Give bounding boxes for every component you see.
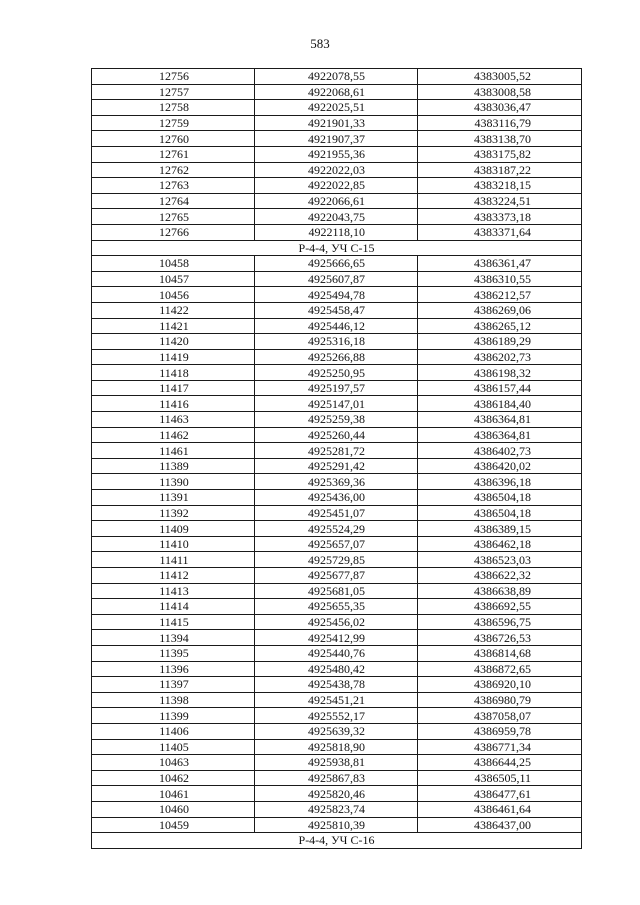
table-row bbox=[92, 817, 582, 833]
x-coordinate-cell: 4925456,02 bbox=[255, 614, 418, 630]
table-row bbox=[92, 661, 582, 677]
x-coordinate-cell: 4922025,51 bbox=[255, 100, 418, 116]
point-number-cell: 11396 bbox=[92, 661, 255, 677]
table-row bbox=[92, 474, 582, 490]
point-number-cell: 10456 bbox=[92, 287, 255, 303]
table-row bbox=[92, 193, 582, 209]
x-coordinate-cell: 4925867,83 bbox=[255, 770, 418, 786]
point-number-cell: 11411 bbox=[92, 552, 255, 568]
table-row bbox=[92, 224, 582, 240]
x-coordinate-cell: 4925147,01 bbox=[255, 396, 418, 412]
table-row bbox=[92, 287, 582, 303]
point-number-cell: 12764 bbox=[92, 193, 255, 209]
point-number-cell: 10457 bbox=[92, 271, 255, 287]
point-number-cell: 11398 bbox=[92, 692, 255, 708]
x-coordinate-cell: 4925677,87 bbox=[255, 568, 418, 584]
point-number-cell: 11395 bbox=[92, 645, 255, 661]
x-coordinate-cell: 4925291,42 bbox=[255, 458, 418, 474]
table-row bbox=[92, 146, 582, 162]
y-coordinate-cell: 4383005,52 bbox=[418, 69, 582, 85]
y-coordinate-cell: 4386402,73 bbox=[418, 443, 582, 459]
point-number-cell: 11420 bbox=[92, 334, 255, 350]
y-coordinate-cell: 4386189,29 bbox=[418, 334, 582, 350]
x-coordinate-cell: 4925607,87 bbox=[255, 271, 418, 287]
point-number-cell: 11399 bbox=[92, 708, 255, 724]
y-coordinate-cell: 4383224,51 bbox=[418, 193, 582, 209]
x-coordinate-cell: 4925657,07 bbox=[255, 536, 418, 552]
x-coordinate-cell: 4925458,47 bbox=[255, 302, 418, 318]
table-row bbox=[92, 115, 582, 131]
x-coordinate-cell: 4925451,21 bbox=[255, 692, 418, 708]
x-coordinate-cell: 4925681,05 bbox=[255, 583, 418, 599]
point-number-cell: 11392 bbox=[92, 505, 255, 521]
point-number-cell: 11417 bbox=[92, 380, 255, 396]
point-number-cell: 11461 bbox=[92, 443, 255, 459]
table-row bbox=[92, 365, 582, 381]
point-number-cell: 11421 bbox=[92, 318, 255, 334]
y-coordinate-cell: 4383138,70 bbox=[418, 131, 582, 147]
table-row bbox=[92, 692, 582, 708]
x-coordinate-cell: 4925666,65 bbox=[255, 256, 418, 272]
point-number-cell: 11418 bbox=[92, 365, 255, 381]
y-coordinate-cell: 4386184,40 bbox=[418, 396, 582, 412]
point-number-cell: 12762 bbox=[92, 162, 255, 178]
point-number-cell: 11414 bbox=[92, 599, 255, 615]
x-coordinate-cell: 4925197,57 bbox=[255, 380, 418, 396]
x-coordinate-cell: 4925316,18 bbox=[255, 334, 418, 350]
table-row bbox=[92, 677, 582, 693]
x-coordinate-cell: 4925440,76 bbox=[255, 645, 418, 661]
y-coordinate-cell: 4386771,34 bbox=[418, 739, 582, 755]
point-number-cell: 11413 bbox=[92, 583, 255, 599]
x-coordinate-cell: 4925639,32 bbox=[255, 723, 418, 739]
table-row bbox=[92, 505, 582, 521]
point-number-cell: 10458 bbox=[92, 256, 255, 272]
point-number-cell: 12760 bbox=[92, 131, 255, 147]
point-number-cell: 12757 bbox=[92, 84, 255, 100]
point-number-cell: 11463 bbox=[92, 412, 255, 428]
point-number-cell: 11397 bbox=[92, 677, 255, 693]
point-number-cell: 11419 bbox=[92, 349, 255, 365]
point-number-cell: 11415 bbox=[92, 614, 255, 630]
point-number-cell: 11394 bbox=[92, 630, 255, 646]
point-number-cell: 12759 bbox=[92, 115, 255, 131]
table-row bbox=[92, 84, 582, 100]
table-row bbox=[92, 443, 582, 459]
y-coordinate-cell: 4386523,03 bbox=[418, 552, 582, 568]
y-coordinate-cell: 4383175,82 bbox=[418, 146, 582, 162]
table-row bbox=[92, 645, 582, 661]
table-row bbox=[92, 334, 582, 350]
x-coordinate-cell: 4922078,55 bbox=[255, 69, 418, 85]
x-coordinate-cell: 4925281,72 bbox=[255, 443, 418, 459]
page-number: 583 bbox=[310, 36, 330, 51]
point-number-cell: 12766 bbox=[92, 224, 255, 240]
y-coordinate-cell: 4386310,55 bbox=[418, 271, 582, 287]
table-row bbox=[92, 490, 582, 506]
y-coordinate-cell: 4386461,64 bbox=[418, 801, 582, 817]
point-number-cell: 11422 bbox=[92, 302, 255, 318]
y-coordinate-cell: 4383036,47 bbox=[418, 100, 582, 116]
table-row bbox=[92, 178, 582, 194]
y-coordinate-cell: 4386477,61 bbox=[418, 786, 582, 802]
point-number-cell: 10462 bbox=[92, 770, 255, 786]
section-header: Р-4-4, УЧ С-16 bbox=[92, 833, 582, 849]
table-row bbox=[92, 380, 582, 396]
y-coordinate-cell: 4386596,75 bbox=[418, 614, 582, 630]
table-row bbox=[92, 521, 582, 537]
coordinates-table bbox=[91, 68, 582, 849]
y-coordinate-cell: 4386872,65 bbox=[418, 661, 582, 677]
y-coordinate-cell: 4383116,79 bbox=[418, 115, 582, 131]
point-number-cell: 12756 bbox=[92, 69, 255, 85]
table-row bbox=[92, 583, 582, 599]
point-number-cell: 11390 bbox=[92, 474, 255, 490]
y-coordinate-cell: 4386622,32 bbox=[418, 568, 582, 584]
point-number-cell: 11389 bbox=[92, 458, 255, 474]
x-coordinate-cell: 4925655,35 bbox=[255, 599, 418, 615]
y-coordinate-cell: 4386814,68 bbox=[418, 645, 582, 661]
y-coordinate-cell: 4386726,53 bbox=[418, 630, 582, 646]
table-row bbox=[92, 614, 582, 630]
table-row bbox=[92, 568, 582, 584]
point-number-cell: 12758 bbox=[92, 100, 255, 116]
table-row bbox=[92, 723, 582, 739]
y-coordinate-cell: 4386920,10 bbox=[418, 677, 582, 693]
x-coordinate-cell: 4925438,78 bbox=[255, 677, 418, 693]
x-coordinate-cell: 4925552,17 bbox=[255, 708, 418, 724]
y-coordinate-cell: 4386505,11 bbox=[418, 770, 582, 786]
table-row bbox=[92, 131, 582, 147]
x-coordinate-cell: 4925810,39 bbox=[255, 817, 418, 833]
y-coordinate-cell: 4386644,25 bbox=[418, 755, 582, 771]
table-row bbox=[92, 801, 582, 817]
table-row bbox=[92, 69, 582, 85]
x-coordinate-cell: 4925729,85 bbox=[255, 552, 418, 568]
x-coordinate-cell: 4925823,74 bbox=[255, 801, 418, 817]
y-coordinate-cell: 4386364,81 bbox=[418, 427, 582, 443]
x-coordinate-cell: 4925446,12 bbox=[255, 318, 418, 334]
point-number-cell: 10460 bbox=[92, 801, 255, 817]
x-coordinate-cell: 4925266,88 bbox=[255, 349, 418, 365]
y-coordinate-cell: 4386265,12 bbox=[418, 318, 582, 334]
y-coordinate-cell: 4386361,47 bbox=[418, 256, 582, 272]
x-coordinate-cell: 4925938,81 bbox=[255, 755, 418, 771]
point-number-cell: 11410 bbox=[92, 536, 255, 552]
x-coordinate-cell: 4925494,78 bbox=[255, 287, 418, 303]
x-coordinate-cell: 4925818,90 bbox=[255, 739, 418, 755]
table-row bbox=[92, 271, 582, 287]
point-number-cell: 11405 bbox=[92, 739, 255, 755]
y-coordinate-cell: 4386504,18 bbox=[418, 505, 582, 521]
y-coordinate-cell: 4386364,81 bbox=[418, 412, 582, 428]
x-coordinate-cell: 4925250,95 bbox=[255, 365, 418, 381]
x-coordinate-cell: 4925480,42 bbox=[255, 661, 418, 677]
table-row bbox=[92, 396, 582, 412]
y-coordinate-cell: 4386212,57 bbox=[418, 287, 582, 303]
x-coordinate-cell: 4922022,85 bbox=[255, 178, 418, 194]
table-row bbox=[92, 552, 582, 568]
table-row bbox=[92, 256, 582, 272]
x-coordinate-cell: 4922068,61 bbox=[255, 84, 418, 100]
y-coordinate-cell: 4383187,22 bbox=[418, 162, 582, 178]
y-coordinate-cell: 4383008,58 bbox=[418, 84, 582, 100]
x-coordinate-cell: 4925260,44 bbox=[255, 427, 418, 443]
point-number-cell: 11406 bbox=[92, 723, 255, 739]
table-row bbox=[92, 755, 582, 771]
x-coordinate-cell: 4925436,00 bbox=[255, 490, 418, 506]
point-number-cell: 11416 bbox=[92, 396, 255, 412]
x-coordinate-cell: 4922022,03 bbox=[255, 162, 418, 178]
table-row bbox=[92, 427, 582, 443]
y-coordinate-cell: 4386198,32 bbox=[418, 365, 582, 381]
x-coordinate-cell: 4921901,33 bbox=[255, 115, 418, 131]
y-coordinate-cell: 4386202,73 bbox=[418, 349, 582, 365]
section-header-row bbox=[92, 833, 582, 849]
table-row bbox=[92, 209, 582, 225]
y-coordinate-cell: 4386420,02 bbox=[418, 458, 582, 474]
x-coordinate-cell: 4922066,61 bbox=[255, 193, 418, 209]
point-number-cell: 12761 bbox=[92, 146, 255, 162]
point-number-cell: 10463 bbox=[92, 755, 255, 771]
y-coordinate-cell: 4383373,18 bbox=[418, 209, 582, 225]
y-coordinate-cell: 4386389,15 bbox=[418, 521, 582, 537]
x-coordinate-cell: 4925412,99 bbox=[255, 630, 418, 646]
table-row bbox=[92, 302, 582, 318]
point-number-cell: 11412 bbox=[92, 568, 255, 584]
y-coordinate-cell: 4386437,00 bbox=[418, 817, 582, 833]
y-coordinate-cell: 4386504,18 bbox=[418, 490, 582, 506]
table-row bbox=[92, 349, 582, 365]
y-coordinate-cell: 4383218,15 bbox=[418, 178, 582, 194]
point-number-cell: 11391 bbox=[92, 490, 255, 506]
x-coordinate-cell: 4921955,36 bbox=[255, 146, 418, 162]
x-coordinate-cell: 4922043,75 bbox=[255, 209, 418, 225]
table-row bbox=[92, 786, 582, 802]
y-coordinate-cell: 4386462,18 bbox=[418, 536, 582, 552]
x-coordinate-cell: 4922118,10 bbox=[255, 224, 418, 240]
point-number-cell: 11462 bbox=[92, 427, 255, 443]
coordinates-table-body bbox=[92, 69, 582, 849]
y-coordinate-cell: 4386638,89 bbox=[418, 583, 582, 599]
point-number-cell: 11409 bbox=[92, 521, 255, 537]
table-row bbox=[92, 770, 582, 786]
table-row bbox=[92, 536, 582, 552]
x-coordinate-cell: 4921907,37 bbox=[255, 131, 418, 147]
section-header-row bbox=[92, 240, 582, 256]
point-number-cell: 10461 bbox=[92, 786, 255, 802]
table-row bbox=[92, 739, 582, 755]
y-coordinate-cell: 4387058,07 bbox=[418, 708, 582, 724]
point-number-cell: 12763 bbox=[92, 178, 255, 194]
x-coordinate-cell: 4925820,46 bbox=[255, 786, 418, 802]
y-coordinate-cell: 4386269,06 bbox=[418, 302, 582, 318]
y-coordinate-cell: 4386959,78 bbox=[418, 723, 582, 739]
table-row bbox=[92, 162, 582, 178]
x-coordinate-cell: 4925451,07 bbox=[255, 505, 418, 521]
section-header: Р-4-4, УЧ С-15 bbox=[92, 240, 582, 256]
y-coordinate-cell: 4386157,44 bbox=[418, 380, 582, 396]
table-row bbox=[92, 412, 582, 428]
table-row bbox=[92, 318, 582, 334]
x-coordinate-cell: 4925524,29 bbox=[255, 521, 418, 537]
y-coordinate-cell: 4386980,79 bbox=[418, 692, 582, 708]
x-coordinate-cell: 4925259,38 bbox=[255, 412, 418, 428]
y-coordinate-cell: 4386396,18 bbox=[418, 474, 582, 490]
x-coordinate-cell: 4925369,36 bbox=[255, 474, 418, 490]
point-number-cell: 12765 bbox=[92, 209, 255, 225]
table-row bbox=[92, 599, 582, 615]
table-row bbox=[92, 630, 582, 646]
y-coordinate-cell: 4386692,55 bbox=[418, 599, 582, 615]
table-row bbox=[92, 458, 582, 474]
table-row bbox=[92, 100, 582, 116]
y-coordinate-cell: 4383371,64 bbox=[418, 224, 582, 240]
table-row bbox=[92, 708, 582, 724]
point-number-cell: 10459 bbox=[92, 817, 255, 833]
